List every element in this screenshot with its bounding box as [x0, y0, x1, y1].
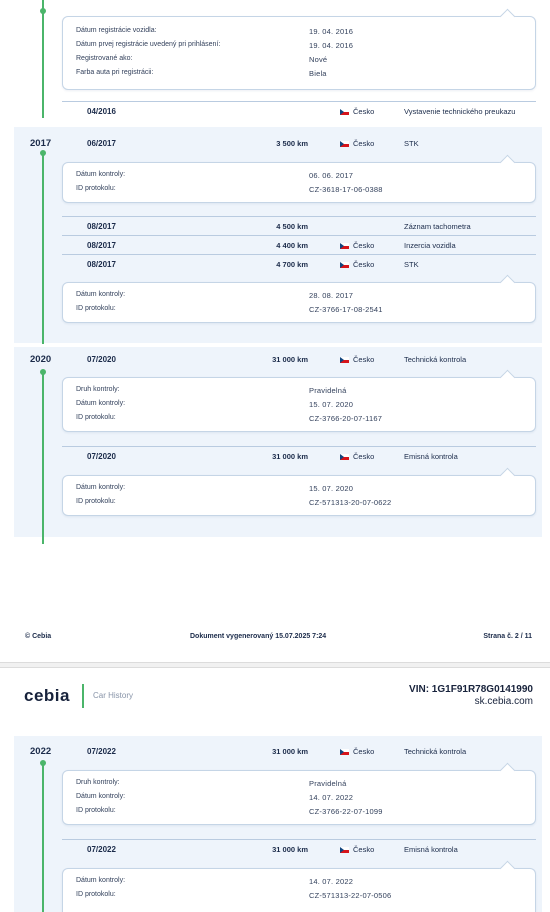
- row-event: Emisná kontrola: [404, 452, 458, 461]
- inspection-card: [62, 282, 536, 323]
- vin-label: VIN: 1G1F91R78G0141990: [409, 684, 533, 695]
- timeline-dot: [40, 760, 46, 766]
- row-event: Inzercia vozidla: [404, 241, 456, 250]
- footer-generated: Dokument vygenerovaný 15.07.2025 7:24: [190, 633, 327, 640]
- card-value: Pravidelná: [309, 386, 347, 395]
- history-row: [62, 254, 536, 272]
- history-row: [62, 235, 536, 253]
- row-km: 31 000 km: [272, 747, 308, 756]
- row-country: Česko: [340, 355, 374, 364]
- row-km: 31 000 km: [272, 845, 308, 854]
- year-label: 2022: [30, 746, 52, 757]
- row-event: Vystavenie technického preukazu: [404, 107, 516, 116]
- inspection-card: [62, 868, 536, 912]
- card-label: Farba auta pri registrácii:: [76, 69, 154, 76]
- row-country: Česko: [340, 747, 374, 756]
- card-value: 15. 07. 2020: [309, 400, 354, 409]
- card-label: Dátum kontroly:: [76, 291, 126, 298]
- card-value: Nové: [309, 55, 328, 64]
- card-label: Dátum kontroly:: [76, 484, 126, 491]
- row-km: 4 700 km: [276, 260, 308, 269]
- timeline-line: [42, 372, 44, 544]
- card-label: Registrované ako:: [76, 55, 133, 62]
- card-label: Dátum kontroly:: [76, 400, 126, 407]
- inspection-card: [62, 770, 536, 825]
- card-label: Druh kontroly:: [76, 779, 120, 786]
- row-date: 08/2017: [87, 241, 116, 250]
- card-label: ID protokolu:: [76, 891, 116, 898]
- row-date: 06/2017: [87, 139, 116, 148]
- logo-divider: [82, 684, 84, 708]
- card-label: ID protokolu:: [76, 807, 116, 814]
- page-separator: [0, 662, 550, 668]
- history-row: [62, 134, 536, 152]
- row-date: 08/2017: [87, 222, 116, 231]
- row-event: Emisná kontrola: [404, 845, 458, 854]
- row-date: 04/2016: [87, 107, 116, 116]
- card-value: 28. 08. 2017: [309, 291, 354, 300]
- row-km: 4 500 km: [276, 222, 308, 231]
- timeline-line: [42, 762, 44, 912]
- card-label: Dátum registrácie vozidla:: [76, 27, 157, 34]
- row-country: Česko: [340, 107, 374, 116]
- card-label: ID protokolu:: [76, 185, 116, 192]
- inspection-card: [62, 162, 536, 203]
- card-value: CZ-571313-20-07-0622: [309, 498, 392, 507]
- row-country: Česko: [340, 241, 374, 250]
- czech-flag-icon: [340, 109, 349, 115]
- card-value: 14. 07. 2022: [309, 793, 354, 802]
- czech-flag-icon: [340, 262, 349, 268]
- czech-flag-icon: [340, 847, 349, 853]
- card-value: CZ-3766-22-07-1099: [309, 807, 383, 816]
- row-date: 07/2020: [87, 452, 116, 461]
- row-km: 4 400 km: [276, 241, 308, 250]
- registration-card: [62, 16, 536, 90]
- czech-flag-icon: [340, 243, 349, 249]
- row-event: Technická kontrola: [404, 747, 467, 756]
- inspection-card: [62, 377, 536, 432]
- history-row: [62, 839, 536, 857]
- row-date: 07/2022: [87, 747, 116, 756]
- history-row: [62, 216, 536, 234]
- row-date: 07/2020: [87, 355, 116, 364]
- card-value: CZ-571313-22-07-0506: [309, 891, 392, 900]
- card-value: Biela: [309, 69, 327, 78]
- card-label: ID protokolu:: [76, 498, 116, 505]
- card-label: Dátum prvej registrácie uvedený pri prihlásení:: [76, 41, 221, 48]
- history-row: [62, 742, 536, 760]
- czech-flag-icon: [340, 357, 349, 363]
- row-km: 31 000 km: [272, 355, 308, 364]
- inspection-card: [62, 475, 536, 516]
- row-km: 3 500 km: [276, 139, 308, 148]
- row-event: STK: [404, 139, 419, 148]
- card-label: ID protokolu:: [76, 305, 116, 312]
- card-label: Dátum kontroly:: [76, 171, 126, 178]
- site-url: sk.cebia.com: [474, 696, 533, 707]
- timeline-line: [42, 0, 44, 118]
- card-label: Druh kontroly:: [76, 386, 120, 393]
- card-label: Dátum kontroly:: [76, 877, 126, 884]
- row-country: Česko: [340, 452, 374, 461]
- footer-page-number: Strana č. 2 / 11: [483, 633, 532, 640]
- card-value: Pravidelná: [309, 779, 347, 788]
- row-date: 08/2017: [87, 260, 116, 269]
- year-label: 2020: [30, 354, 52, 365]
- czech-flag-icon: [340, 141, 349, 147]
- product-name: Car History: [93, 691, 134, 700]
- row-country: Česko: [340, 260, 374, 269]
- czech-flag-icon: [340, 454, 349, 460]
- row-date: 07/2022: [87, 845, 116, 854]
- card-value: 15. 07. 2020: [309, 484, 354, 493]
- cebia-logo: cebia: [24, 686, 70, 705]
- card-value: 19. 04. 2016: [309, 41, 354, 50]
- history-row: [62, 101, 536, 119]
- card-value: 14. 07. 2022: [309, 877, 354, 886]
- timeline-dot: [40, 150, 46, 156]
- card-label: ID protokolu:: [76, 414, 116, 421]
- timeline-dot: [40, 369, 46, 375]
- card-value: 19. 04. 2016: [309, 27, 354, 36]
- card-value: CZ-3766-17-08-2541: [309, 305, 383, 314]
- footer-copyright: © Cebia: [25, 633, 52, 640]
- card-value: CZ-3618-17-06-0388: [309, 185, 383, 194]
- card-value: CZ-3766-20-07-1167: [309, 414, 383, 423]
- history-row: [62, 446, 536, 464]
- year-label: 2017: [30, 138, 52, 149]
- row-event: Záznam tachometra: [404, 222, 471, 231]
- card-value: 06. 06. 2017: [309, 171, 354, 180]
- row-km: 31 000 km: [272, 452, 308, 461]
- timeline-line: [42, 152, 44, 344]
- card-label: Dátum kontroly:: [76, 793, 126, 800]
- row-event: Technická kontrola: [404, 355, 467, 364]
- row-country: Česko: [340, 139, 374, 148]
- history-row: [62, 350, 536, 368]
- timeline-dot: [40, 8, 46, 14]
- czech-flag-icon: [340, 749, 349, 755]
- row-event: STK: [404, 260, 419, 269]
- row-country: Česko: [340, 845, 374, 854]
